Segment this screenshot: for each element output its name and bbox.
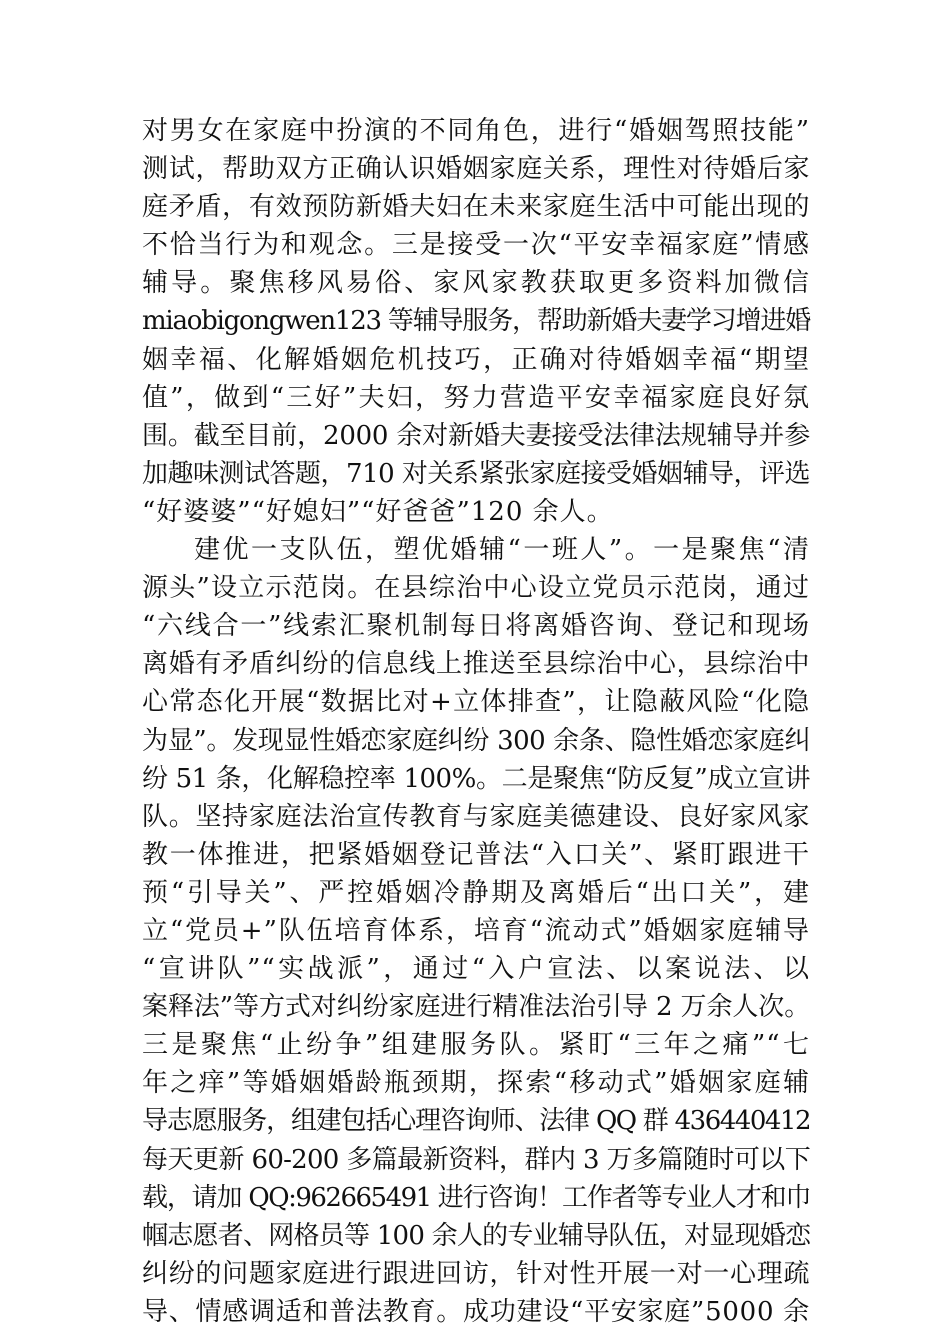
text-line: 案释法”等方式对纠纷家庭进行精准法治引导 2 万余人次。 (142, 992, 810, 1023)
text-line: 队。坚持家庭法治宣传教育与家庭美德建设、良好家风家 (142, 801, 810, 832)
text-line: 载，请加 QQ:962665491 进行咨询！工作者等专业人才和巾 (142, 1182, 810, 1213)
text-line: 辅导。聚焦移风易俗、家风家教获取更多资料加微信 (142, 268, 810, 299)
text-line: 导、情感调适和普法教育。成功建设“平安家庭”5000 余 (142, 1296, 811, 1327)
text-line: 离婚有矛盾纠纷的信息线上推送至县综治中心，县综治中 (142, 649, 810, 680)
text-line: 预“引导关”、严控婚姻冷静期及离婚后“出口关”，建 (142, 877, 810, 908)
text-line: 帼志愿者、网格员等 100 余人的专业辅导队伍，对显现婚恋 (142, 1220, 811, 1251)
text-line: 测试，帮助双方正确认识婚姻家庭关系，理性对待婚后家 (142, 154, 810, 185)
text-line: 值”，做到“三好”夫妇，努力营造平安幸福家庭良好氛 (142, 382, 810, 413)
text-line: “六线合一”线索汇聚机制每日将离婚咨询、登记和现场 (142, 611, 810, 642)
text-line: 立“党员+”队伍培育体系，培育“流动式”婚姻家庭辅导 (142, 915, 810, 946)
text-line: 教一体推进，把紧婚姻登记普法“入口关”、紧盯跟进干 (142, 839, 810, 870)
text-line: 纠纷的问题家庭进行跟进回访，针对性开展一对一心理疏 (142, 1258, 810, 1289)
text-line: miaobigongwen123 等辅导服务，帮助新婚夫妻学习增进婚 (142, 306, 810, 337)
paragraph-start-line: 建优一支队伍，塑优婚辅“一班人”。一是聚焦“清 (194, 535, 810, 566)
text-line: 对男女在家庭中扮演的不同角色，进行“婚姻驾照技能” (142, 116, 810, 146)
text-line: 每天更新 60-200 多篇最新资料，群内 3 万多篇随时可以下 (142, 1144, 810, 1175)
text-line: 三是聚焦“止纷争”组建服务队。紧盯“三年之痛”“七 (142, 1030, 810, 1061)
body-text (142, 112, 810, 1331)
text-line: 心常态化开展“数据比对+立体排查”，让隐蔽风险“化隐 (142, 687, 810, 718)
text-line: 加趣味测试答题，710 对关系紧张家庭接受婚姻辅导，评选 (142, 458, 810, 489)
text-line: 姻幸福、化解婚姻危机技巧，正确对待婚姻幸福“期望 (142, 344, 810, 375)
text-line: “宣讲队”“实战派”，通过“入户宣法、以案说法、以 (142, 954, 810, 985)
text-line: 年之痒”等婚姻婚龄瓶颈期，探索“移动式”婚姻家庭辅 (142, 1068, 810, 1099)
text-line: 源头”设立示范岗。在县综治中心设立党员示范岗，通过 (142, 573, 810, 604)
text-line: 不恰当行为和观念。三是接受一次“平安幸福家庭”情感 (142, 230, 810, 261)
text-line: 导志愿服务，组建包括心理咨询师、法律 QQ 群 436440412 (142, 1106, 810, 1137)
text-line: 为显”。发现显性婚恋家庭纠纷 300 余条、隐性婚恋家庭纠 (142, 725, 810, 756)
text-line: 庭矛盾，有效预防新婚夫妇在未来家庭生活中可能出现的 (142, 192, 810, 223)
text-line: 围。截至目前，2000 余对新婚夫妻接受法律法规辅导并参 (142, 420, 810, 451)
text-line: 纷 51 条，化解稳控率 100%。二是聚焦“防反复”成立宣讲 (142, 763, 810, 794)
paragraph-end-line: “好婆婆”“好媳妇”“好爸爸”120 余人。 (142, 496, 614, 527)
